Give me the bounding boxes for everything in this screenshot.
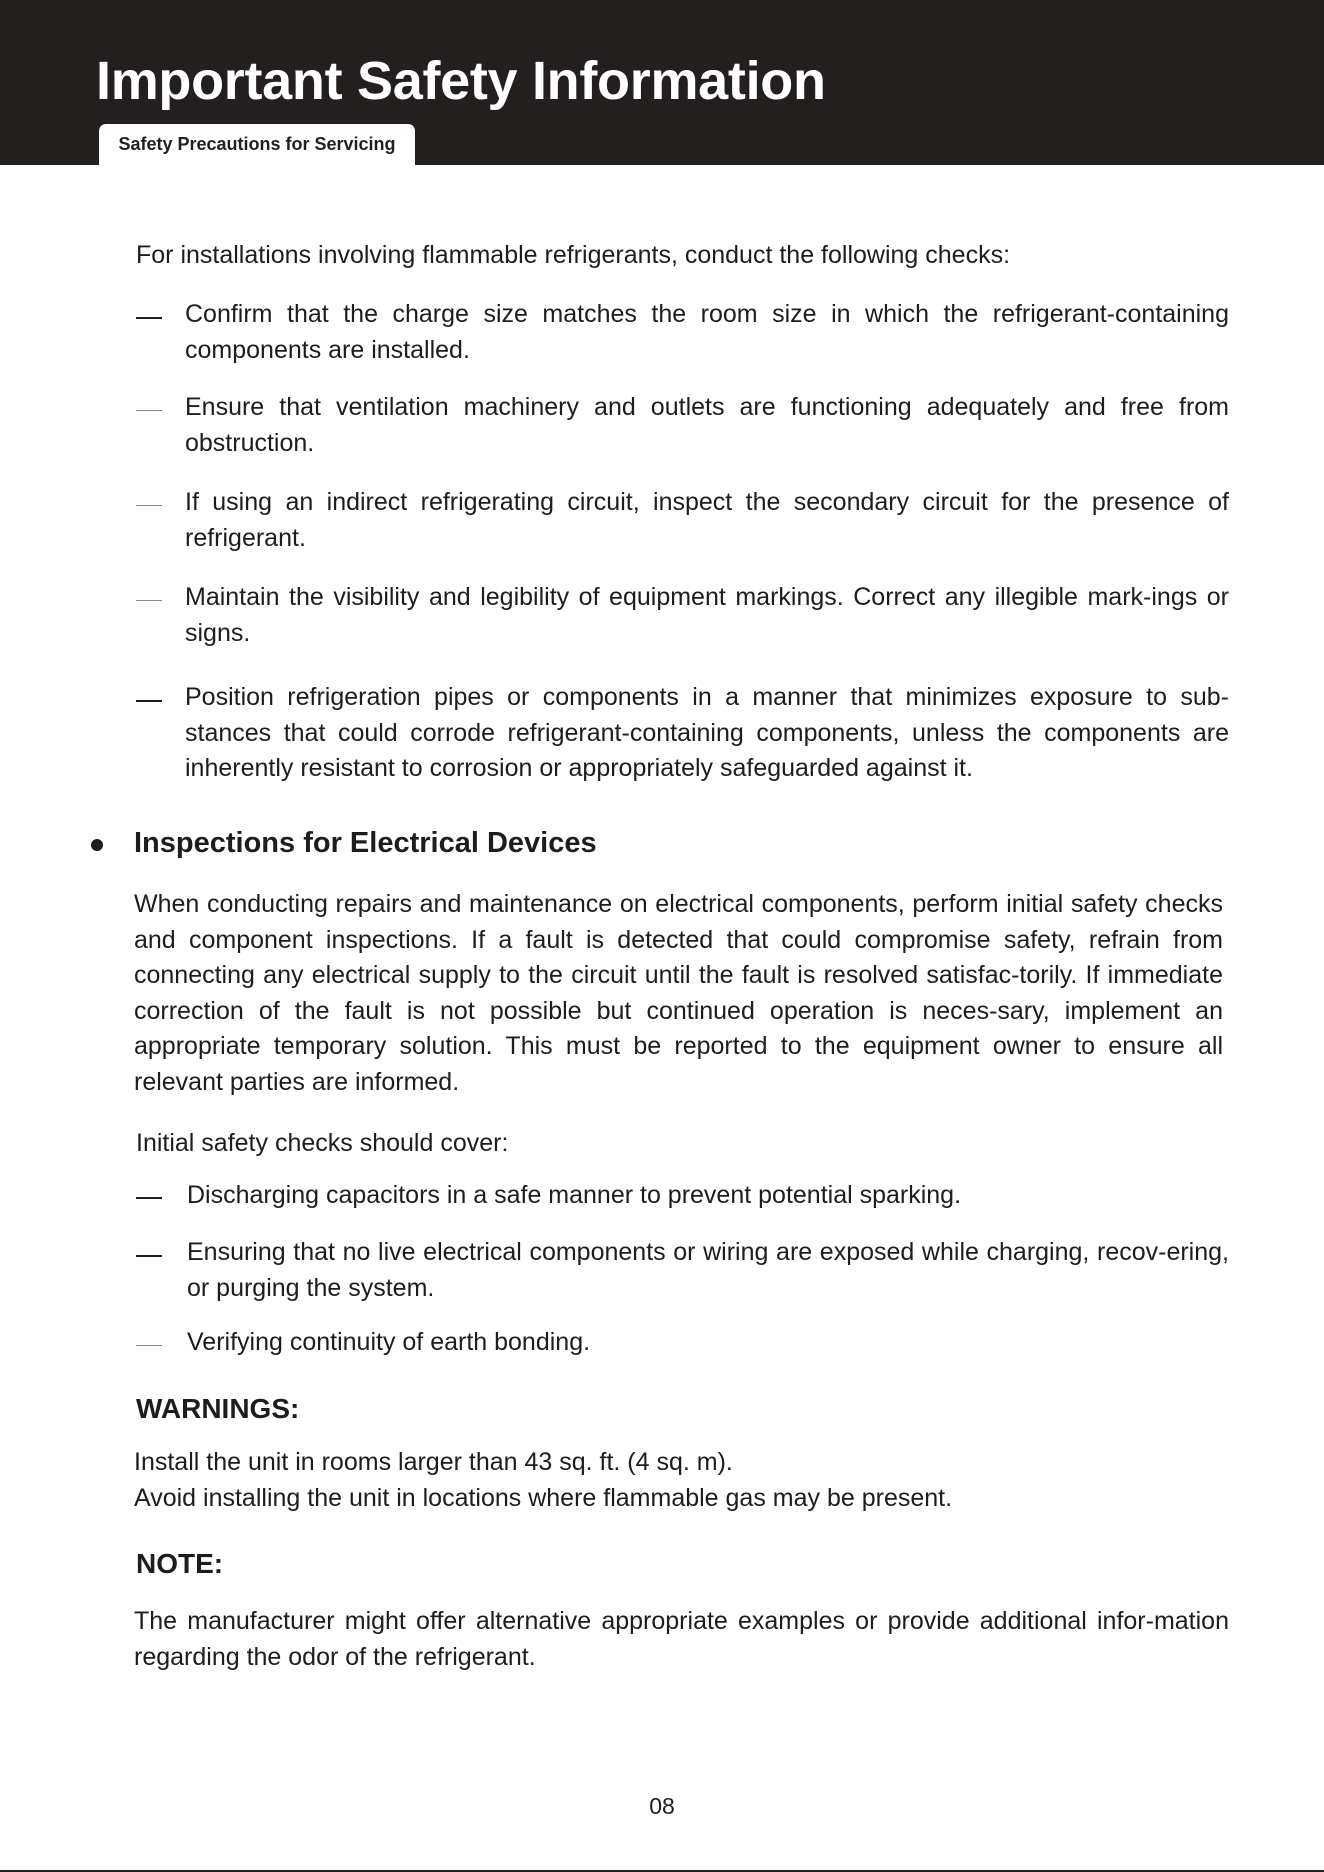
list-dash <box>136 700 162 702</box>
list-dash <box>136 1255 162 1257</box>
list-item: Ensuring that no live electrical components or wiring are exposed while charging, recov-ering, or purging the system. <box>187 1238 1229 1302</box>
list-item: Ensure that ventilation machinery and outlets are functioning adequately and free from obstruction. <box>185 393 1229 457</box>
section-tab: Safety Precautions for Servicing <box>99 124 415 165</box>
checks-intro: Initial safety checks should cover: <box>136 1129 509 1157</box>
list-item: Maintain the visibility and legibility of equipment markings. Correct any illegible mark-ings or signs. <box>185 583 1229 647</box>
list-dash <box>136 505 162 506</box>
electrical-paragraph: When conducting repairs and maintenance on electrical components, perform initial safety checks and component inspections. If a fault is detected that could compromise safety, refrain from connecting any electrical supply to the circuit until the fault is resolved satisfac-torily. If immediate correction of the fault is not possible but continued operation is neces-sary, implement an appropriate temporary solution. This must be reported to the equipment owner to ensure all relevant parties are informed. <box>134 890 1223 1096</box>
list-item: Confirm that the charge size matches the room size in which the refrigerant-containing components are installed. <box>185 300 1229 364</box>
note-heading: NOTE: <box>136 1548 224 1579</box>
note-paragraph: The manufacturer might offer alternative appropriate examples or provide additional infor-mation regarding the odor of the refrigerant. <box>134 1607 1229 1671</box>
list-item: Discharging capacitors in a safe manner to prevent potential sparking. <box>187 1181 962 1209</box>
list-dash <box>136 1197 162 1199</box>
list-dash <box>136 600 162 601</box>
section-heading: Inspections for Electrical Devices <box>134 827 597 859</box>
bullet-icon <box>91 839 103 851</box>
warning-line: Install the unit in rooms larger than 43 sq. ft. (4 sq. m). <box>134 1448 733 1476</box>
list-dash <box>136 1345 162 1346</box>
page-title: Important Safety Information <box>96 51 826 111</box>
list-item: If using an indirect refrigerating circuit, inspect the secondary circuit for the presence of refrigerant. <box>185 488 1229 552</box>
flammable-intro: For installations involving flammable refrigerants, conduct the following checks: <box>136 241 1011 269</box>
list-item: Position refrigeration pipes or components in a manner that minimizes exposure to sub-stances that could corrode refrigerant-containing components, unless the components are inherently resistant to corrosion or appropriately safeguarded against it. <box>185 683 1229 782</box>
list-item: Verifying continuity of earth bonding. <box>187 1328 591 1356</box>
page-header <box>0 0 1324 165</box>
page-number: 08 <box>649 1793 675 1819</box>
warnings-heading: WARNINGS: <box>136 1393 300 1424</box>
list-dash <box>136 317 162 319</box>
warning-line: Avoid installing the unit in locations where flammable gas may be present. <box>134 1484 953 1512</box>
list-dash <box>136 410 162 411</box>
